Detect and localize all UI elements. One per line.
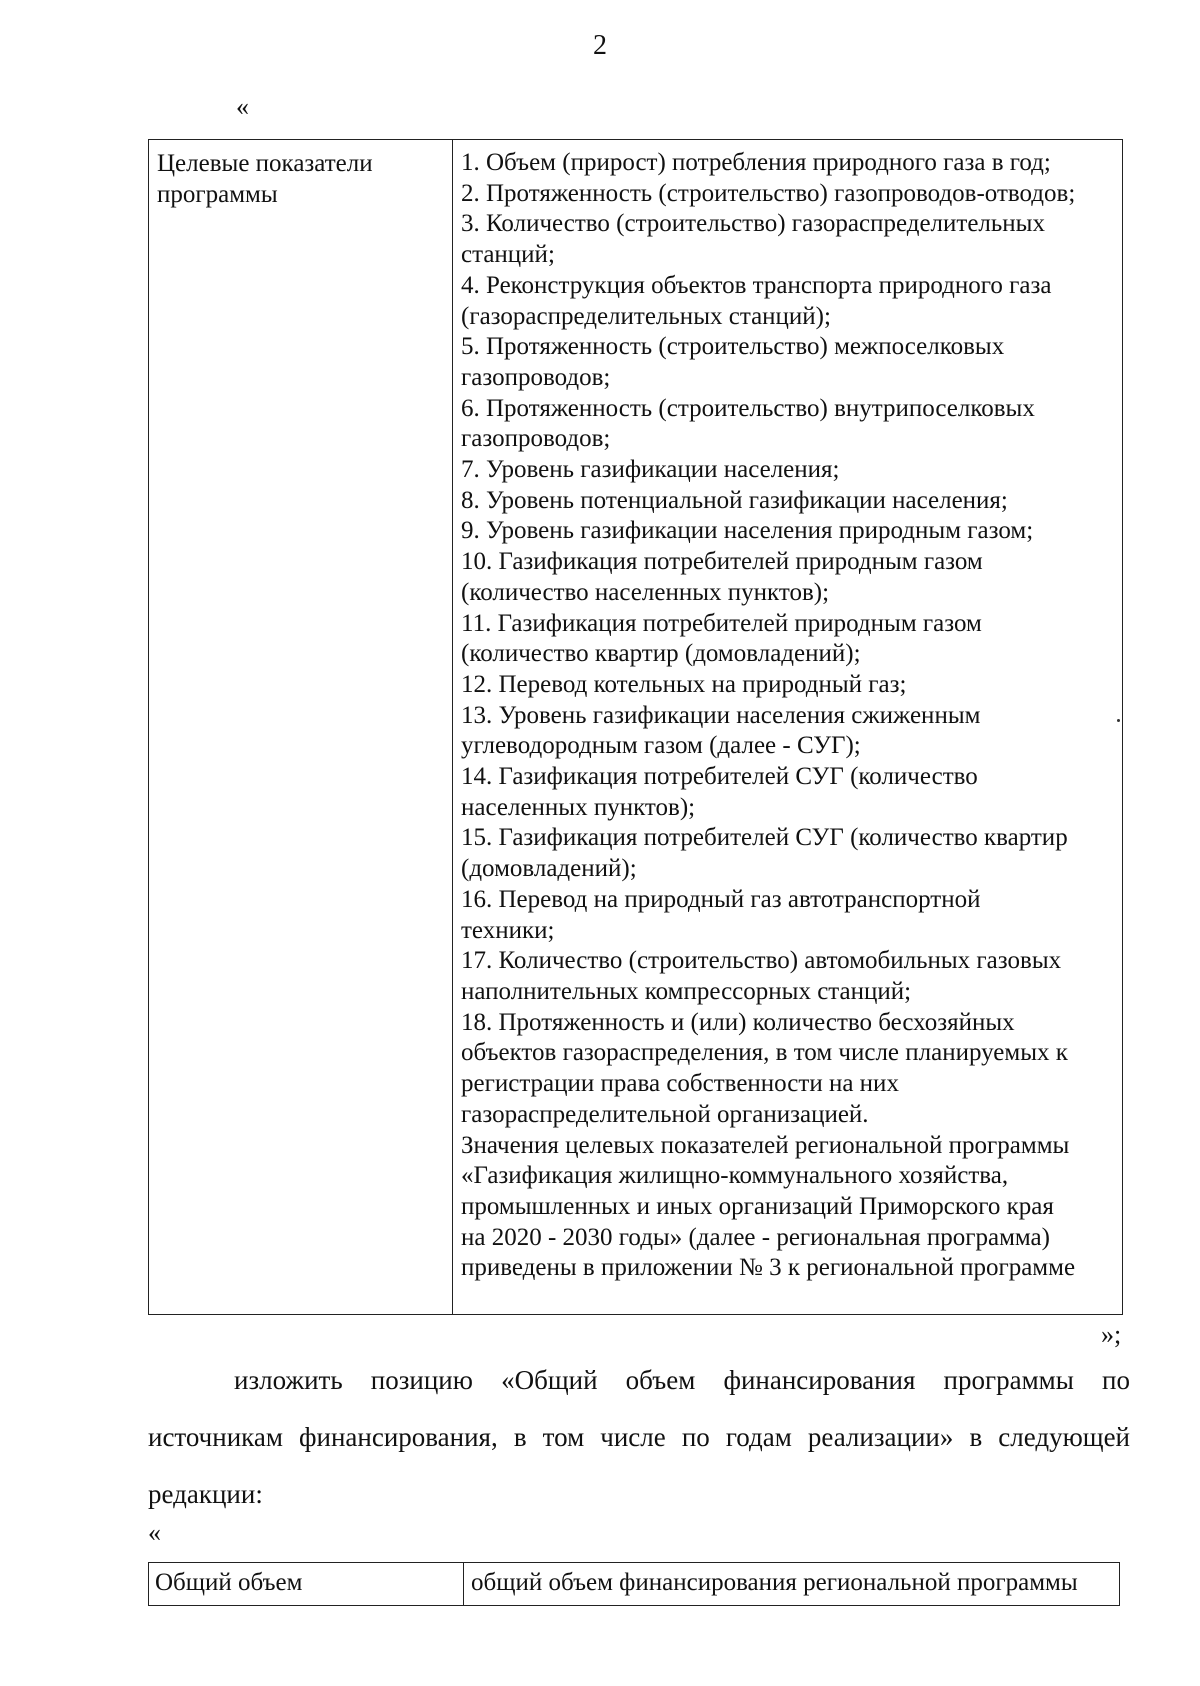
table-column-divider <box>452 140 453 1314</box>
table-cell-line: населенных пунктов); <box>461 793 696 821</box>
table-cell-line: 16. Перевод на природный газ автотранспортной <box>461 885 981 913</box>
opening-quote-2: « <box>148 1518 161 1547</box>
table-cell-line: 5. Протяженность (строительство) межпоселковых <box>461 333 1005 361</box>
page-number: 2 <box>593 30 607 61</box>
table-cell-line: «Газификация жилищно-коммунального хозяйства, <box>461 1162 1009 1190</box>
table-cell-line: газопроводов; <box>461 363 611 391</box>
table-cell-line: Целевые показатели <box>157 150 373 177</box>
paragraph-line: источникам финансирования, в том числе по годам реализации» в следующей <box>148 1422 1130 1452</box>
table-cell-line: (домовладений); <box>461 855 637 883</box>
financing-table <box>148 1562 1120 1606</box>
paragraph-line: изложить позицию «Общий объем финансирования программы по <box>234 1365 1130 1395</box>
table-cell-line: 17. Количество (строительство) автомобильных газовых <box>461 947 1062 975</box>
table-cell-line: 6. Протяженность (строительство) внутрипоселковых <box>461 394 1035 422</box>
table-cell-line: приведены в приложении № 3 к региональной программе <box>461 1254 1076 1282</box>
table-cell-line: техники; <box>461 916 555 944</box>
table-cell-line: 3. Количество (строительство) газораспределительных <box>461 210 1045 238</box>
table-cell-line: 4. Реконструкция объектов транспорта природного газа <box>461 271 1052 299</box>
table-cell-line: 1. Объем (прирост) потребления природного газа в год; <box>461 149 1051 176</box>
paragraph-line: редакции: <box>148 1479 263 1509</box>
table-left-cell <box>157 148 437 210</box>
closing-quote: »; <box>1101 1320 1122 1349</box>
table-cell-line: 15. Газификация потребителей СУГ (количество квартир <box>461 824 1068 852</box>
table-cell-line: промышленных и иных организаций Приморского края <box>461 1192 1054 1220</box>
table-cell-line: на 2020 - 2030 годы» (далее - региональная программа) <box>461 1223 1050 1251</box>
table-cell-line: 11. Газификация потребителей природным газом <box>461 609 982 637</box>
table-cell-line: 14. Газификация потребителей СУГ (количество <box>461 763 978 791</box>
instruction-paragraph <box>148 1352 1130 1523</box>
table-right-cell: общий объем финансирования региональной программы <box>471 1569 1078 1596</box>
scan-speck <box>1117 719 1120 722</box>
table-cell-line: станций; <box>461 241 555 269</box>
table-column-divider <box>463 1563 464 1605</box>
opening-quote: « <box>236 92 249 121</box>
table-cell-line: 8. Уровень потенциальной газификации населения; <box>461 486 1008 514</box>
table-cell-line: Значения целевых показателей региональной программы <box>461 1131 1070 1159</box>
table-cell-line: газораспределительной организацией. <box>461 1100 869 1128</box>
table-cell-line: газопроводов; <box>461 425 611 453</box>
table-cell-line: 7. Уровень газификации населения; <box>461 456 840 484</box>
table-cell-line: 18. Протяженность и (или) количество бесхозяйных <box>461 1008 1015 1036</box>
table-cell-line: 10. Газификация потребителей природным газом <box>461 548 983 576</box>
table-cell-line: (газораспределительных станций); <box>461 302 831 330</box>
table-cell-line: объектов газораспределения, в том числе планируемых к <box>461 1039 1068 1067</box>
table-cell-line: (количество населенных пунктов); <box>461 578 830 606</box>
table-cell-line: наполнительных компрессорных станций; <box>461 977 912 1005</box>
table-cell-line: (количество квартир (домовладений); <box>461 640 861 668</box>
table-cell-line: 9. Уровень газификации населения природным газом; <box>461 517 1034 545</box>
table-right-cell <box>461 148 1121 1284</box>
target-indicators-table <box>148 139 1123 1315</box>
table-cell-line: углеводородным газом (далее - СУГ); <box>461 732 861 760</box>
table-left-cell: Общий объем <box>155 1569 303 1596</box>
table-cell-line: 2. Протяженность (строительство) газопроводов-отводов; <box>461 179 1076 207</box>
table-cell-line: 12. Перевод котельных на природный газ; <box>461 670 907 698</box>
table-cell-line: программы <box>157 181 278 208</box>
table-cell-line: регистрации права собственности на них <box>461 1070 899 1098</box>
table-cell-line: 13. Уровень газификации населения сжиженным <box>461 701 981 729</box>
